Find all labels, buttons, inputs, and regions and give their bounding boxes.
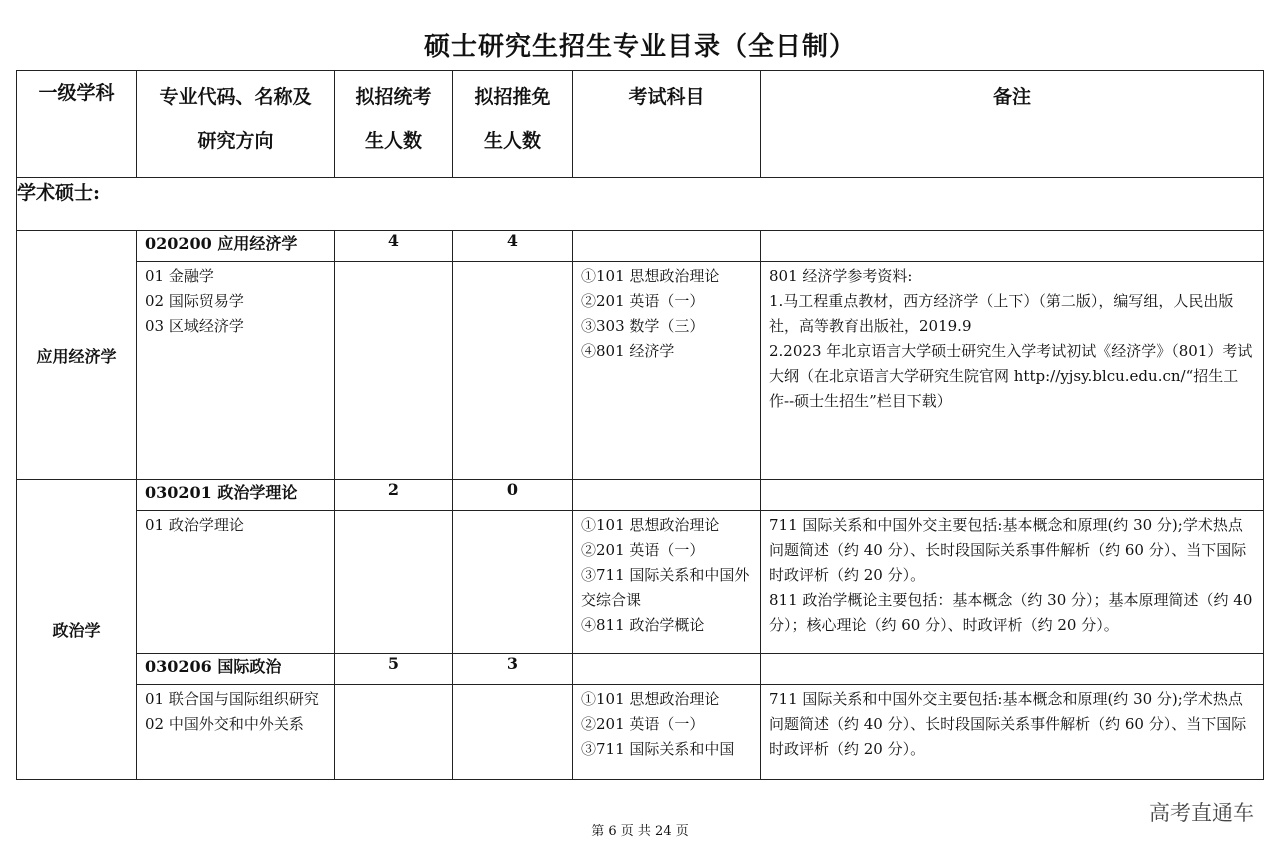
discipline-cell: 应用经济学 — [17, 231, 137, 480]
empty-cell — [453, 262, 573, 480]
exempt-count: 4 — [453, 231, 573, 262]
direction-item: 03 区域经济学 — [145, 317, 244, 335]
table-header-row — [17, 71, 1264, 178]
exempt-count: 3 — [453, 654, 573, 685]
major-row — [17, 231, 1264, 262]
header-unified-line2: 生人数 — [364, 130, 422, 152]
research-directions — [137, 685, 335, 780]
subject-item: ①101 思想政治理论 — [581, 516, 720, 534]
subject-item: ③711 国际关系和中国 — [581, 740, 735, 758]
page-title: 硕士研究生招生专业目录（全日制） — [423, 32, 856, 62]
major-name: 020200 应用经济学 — [137, 231, 335, 262]
major-name: 030206 国际政治 — [137, 654, 335, 685]
empty-cell — [335, 685, 453, 780]
research-directions — [137, 262, 335, 480]
header-exempt-line2: 生人数 — [483, 130, 541, 152]
header-exempt-line1: 拟招推免 — [474, 86, 551, 108]
subject-item: ④801 经济学 — [581, 342, 675, 360]
header-major-line2: 研究方向 — [197, 130, 274, 152]
subject-item: ③711 国际关系和中国外交综合课 — [581, 566, 750, 609]
header-unified-line1: 拟招统考 — [355, 86, 432, 108]
detail-row — [17, 262, 1264, 480]
watermark: 高考直通车 — [1149, 801, 1254, 825]
subject-item: ③303 数学（三） — [581, 317, 705, 335]
header-exempt — [453, 71, 573, 178]
header-discipline: 一级学科 — [17, 71, 137, 178]
remarks-cell — [761, 685, 1264, 780]
empty-cell — [453, 685, 573, 780]
subject-item: ②201 英语（一） — [581, 292, 705, 310]
direction-item: 01 联合国与国际组织研究 — [145, 690, 319, 708]
header-unified — [335, 71, 453, 178]
remarks-cell — [761, 511, 1264, 654]
subject-item: ②201 英语（一） — [581, 541, 705, 559]
empty-cell — [453, 511, 573, 654]
subject-item: ①101 思想政治理论 — [581, 690, 720, 708]
major-name: 030201 政治学理论 — [137, 480, 335, 511]
remark-line: 711 国际关系和中国外交主要包括:基本概念和原理(约 30 分);学术热点问题简述（约 40 分）、长时段国际关系事件解析（约 60 分）、当下国际时政评析（约 20 分）。 — [769, 516, 1247, 584]
empty-cell — [761, 480, 1264, 511]
empty-cell — [761, 231, 1264, 262]
research-directions — [137, 511, 335, 654]
empty-cell — [573, 231, 761, 262]
remark-line: 2.2023 年北京语言大学硕士研究生入学考试初试《经济学》（801）考试大纲（在北京语言大学研究生院官网 http://yjsy.blcu.edu.cn/“招生工作--硕士生招生”栏目下载） — [769, 342, 1253, 410]
enrollment-catalog-table — [16, 70, 1264, 780]
remark-line: 811 政治学概论主要包括：基本概念（约 30 分）；基本原理简述（约 40 分）；核心理论（约 60 分）、时政评析（约 20 分）。 — [769, 591, 1253, 634]
header-major — [137, 71, 335, 178]
subject-item: ④811 政治学概论 — [581, 616, 705, 634]
direction-item: 02 中国外交和中外关系 — [145, 715, 304, 733]
remarks-cell — [761, 262, 1264, 480]
remark-line: 711 国际关系和中国外交主要包括:基本概念和原理(约 30 分);学术热点问题简述（约 40 分）、长时段国际关系事件解析（约 60 分）、当下国际时政评析（约 20 分）。 — [769, 690, 1247, 758]
direction-item: 01 政治学理论 — [145, 516, 244, 534]
major-row — [17, 654, 1264, 685]
unified-count: 4 — [335, 231, 453, 262]
header-remarks: 备注 — [761, 71, 1264, 178]
unified-count: 5 — [335, 654, 453, 685]
discipline-cell: 政治学 — [17, 480, 137, 780]
header-subjects: 考试科目 — [573, 71, 761, 178]
remark-line: 801 经济学参考资料: — [769, 267, 913, 285]
unified-count: 2 — [335, 480, 453, 511]
subject-item: ①101 思想政治理论 — [581, 267, 720, 285]
exam-subjects — [573, 262, 761, 480]
section-label: 学术硕士: — [17, 178, 1264, 231]
exempt-count: 0 — [453, 480, 573, 511]
remark-line: 1.马工程重点教材，西方经济学（上下）（第二版），编写组，人民出版社，高等教育出版社，2019.9 — [769, 292, 1234, 335]
major-row — [17, 480, 1264, 511]
section-row — [17, 178, 1264, 231]
subject-item: ②201 英语（一） — [581, 715, 705, 733]
header-major-line1: 专业代码、名称及 — [159, 86, 312, 108]
empty-cell — [335, 262, 453, 480]
empty-cell — [573, 480, 761, 511]
detail-row — [17, 685, 1264, 780]
empty-cell — [573, 654, 761, 685]
exam-subjects — [573, 685, 761, 780]
page-footer: 第 6 页 共 24 页 — [591, 824, 689, 839]
direction-item: 02 国际贸易学 — [145, 292, 244, 310]
direction-item: 01 金融学 — [145, 267, 214, 285]
empty-cell — [335, 511, 453, 654]
empty-cell — [761, 654, 1264, 685]
exam-subjects — [573, 511, 761, 654]
detail-row — [17, 511, 1264, 654]
